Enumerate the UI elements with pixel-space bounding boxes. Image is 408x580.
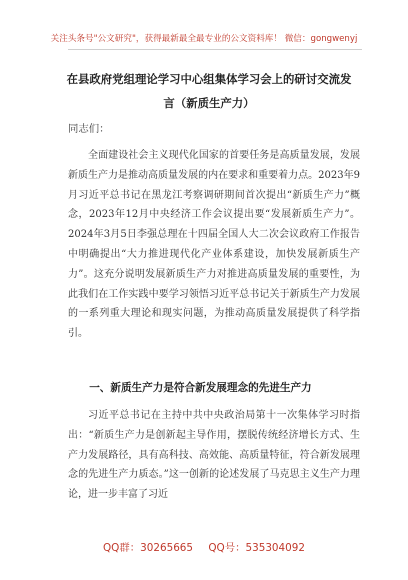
header-divider	[68, 49, 362, 50]
body-paragraph-2: 习近平总书记在主持中共中央政治局第十一次集体学习时指出：“新质生产力是创新起主导作用，摆脱传统经济增长方式、生产力发展路径，具有高科技、高效能、高质量特征，符合新发展理念的先进生产力质态。”这一创新的论述发展了马克思主义生产力理论，进一步丰富了习近	[68, 410, 360, 501]
footer-contact	[0, 539, 408, 554]
document-title: 在县政府党组理论学习中心组集体学习会上的研讨交流发言（新质生产力）	[66, 72, 352, 110]
footer-qq-number: QQ号：535304092	[208, 542, 305, 554]
body-paragraph-1: 全面建设社会主义现代化国家的首要任务是高质量发展，发展新质生产力是推动高质量发展的内在要求和重要着力点。2023年9月习近平总书记在黑龙江考察调研期间首次提出“新质生产力”概念，2023年12月中央经济工作会议提出要“发展新质生产力”。2024年3月5日李强总理在十四届全国人大二次会议政府工作报告中明确提出“大力推进现代化产业体系建设，加快发展新质生产力”。这充分说明发展新质生产力对推进高质量发展的重要性，为此我们在工作实践中要学习领悟习近平总书记关于新质生产力发展的一系列重大理论和现实问题，为推动高质量发展提供了科学指引。	[68, 150, 360, 340]
footer-qq-group: QQ群：30265665	[103, 542, 194, 554]
section-heading-1: 一、新质生产力是符合新发展理念的先进生产力	[89, 382, 312, 394]
header-banner: 关注头条号"公文研究"，获得最新最全最专业的公文资料库！ 微信：gongwenyj	[50, 34, 358, 44]
salutation: 同志们：	[68, 123, 110, 135]
